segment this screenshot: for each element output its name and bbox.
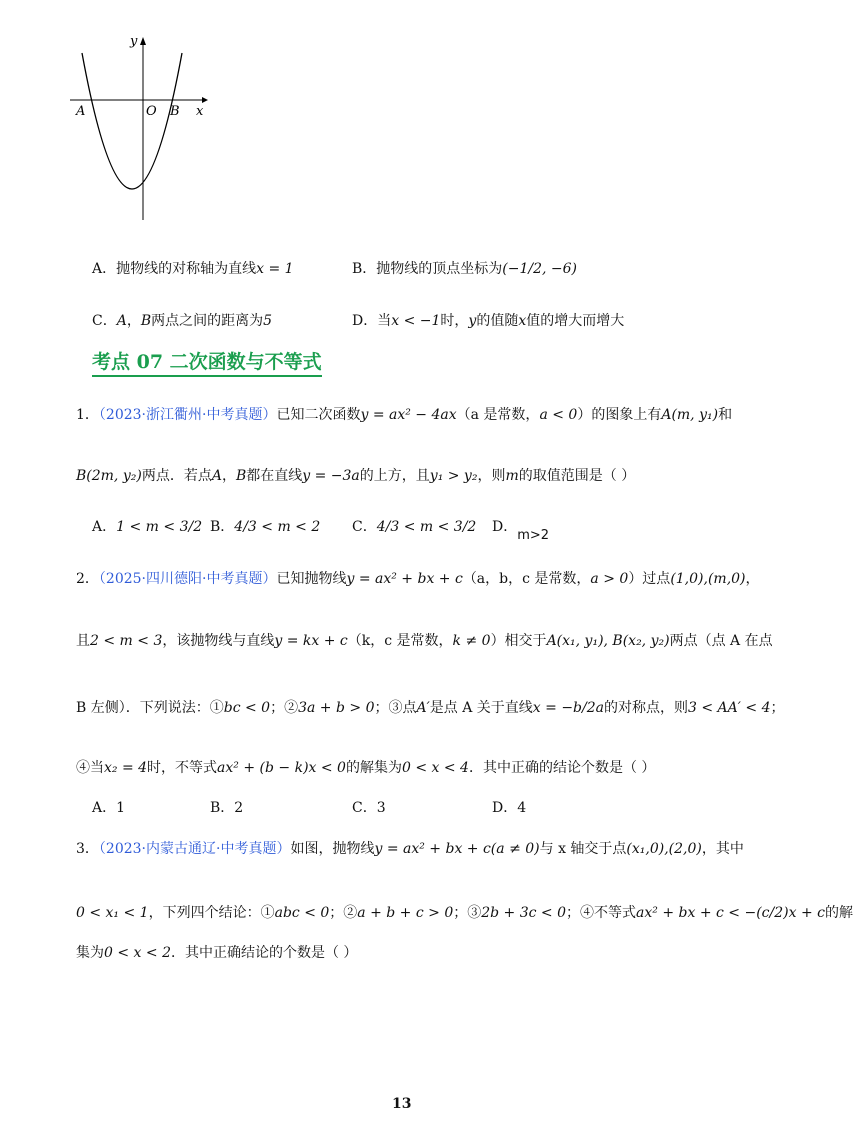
q2-math: bc < 0: [223, 700, 271, 716]
q2-math: (1,0),(m,0): [670, 571, 746, 587]
q3-text: ；③: [453, 905, 482, 921]
q2-line3: [76, 697, 784, 717]
prev-option-b: [352, 258, 577, 278]
q2-text: （a，b，c 是常数，: [462, 571, 591, 587]
q3-math: y = ax² + bx + c(a ≠ 0): [374, 841, 540, 857]
prev-option-d-label: D．当: [352, 313, 392, 329]
q1-math: m: [505, 468, 519, 484]
q2-line2: [76, 630, 773, 650]
q2-text: 的对称点，则: [604, 700, 688, 716]
parabola-graph: [70, 35, 210, 225]
prev-option-d-text3: 值的增大而增大: [526, 313, 625, 329]
q1-option-b: [210, 516, 320, 536]
y-axis-label: y: [130, 34, 138, 49]
prev-option-d-text1: 时，: [440, 313, 469, 329]
q3-math: abc < 0: [274, 905, 330, 921]
q2-number: 2．: [76, 571, 99, 587]
prev-option-d-x: x: [518, 313, 527, 329]
q2-line4: [76, 757, 655, 777]
q1-line2: [76, 465, 635, 485]
prev-option-c-label: C．: [92, 313, 117, 329]
q2-text: 已知抛物线: [276, 571, 347, 587]
x-axis-label: x: [196, 104, 204, 119]
q3-text: ；②: [329, 905, 358, 921]
prev-option-c-point-a: A: [116, 313, 127, 329]
q2-math: 0 < x < 4: [401, 760, 469, 776]
q1-math: B(2m, y₂): [76, 468, 142, 484]
prev-option-a-text: A．抛物线的对称轴为直线: [92, 261, 257, 277]
q2-math: A′: [416, 700, 430, 716]
q1-text: ）的图象上有: [577, 407, 662, 423]
point-b-label: B: [170, 104, 180, 119]
parabola-figure: [70, 35, 210, 225]
prev-option-d-y: y: [468, 313, 477, 329]
q3-text: 的解: [824, 905, 853, 921]
q2-text: 的解集为: [345, 760, 402, 776]
q1-option-c-math: 4/3 < m < 3/2: [376, 519, 477, 535]
q1-math: A: [211, 468, 222, 484]
page-number: 13: [392, 1096, 412, 1112]
q2-text: 且: [76, 633, 90, 649]
q1-option-c: [352, 516, 476, 536]
q3-math: 0 < x₁ < 1: [76, 905, 149, 921]
origin-label: O: [146, 104, 157, 119]
section-heading: 考点 07 二次函数与不等式: [92, 347, 322, 377]
q1-line1: [76, 404, 732, 424]
q1-math: y = −3a: [302, 468, 360, 484]
q1-text: 和: [718, 407, 733, 423]
q1-source: （2023·浙江衢州·中考真题）: [98, 407, 277, 423]
q1-text: 的上方，且: [359, 468, 430, 484]
prev-option-d-math: x < −1: [391, 313, 441, 329]
q2-text: 两点（点 A 在点: [669, 633, 773, 649]
q2-text: B 左侧）．下列说法：①: [76, 700, 224, 716]
q2-math: 3 < AA′ < 4: [688, 700, 771, 716]
q2-math: 2 < m < 3: [90, 633, 163, 649]
q2-math: y = kx + c: [274, 633, 348, 649]
q1-math: y = ax² − 4ax: [360, 407, 457, 423]
q3-math: 2b + 3c < 0: [481, 905, 567, 921]
q2-text: 时，不等式: [147, 760, 218, 776]
q1-option-a-label: A．: [92, 519, 117, 535]
prev-option-d: [352, 310, 624, 330]
q3-line1: [76, 838, 744, 858]
q3-math: (x₁,0),(2,0): [626, 841, 702, 857]
q2-line1: [76, 568, 760, 588]
q3-number: 3．: [76, 841, 99, 857]
q3-line2: [76, 902, 853, 922]
q2-text: （k，c 是常数，: [347, 633, 453, 649]
q3-math: ax² + bx + c < −(c/2)x + c: [636, 905, 825, 921]
q2-text: ）相交于: [490, 633, 547, 649]
q2-text: ．其中正确的结论个数是（ ）: [468, 760, 656, 776]
q3-source: （2023·内蒙古通辽·中考真题）: [98, 841, 291, 857]
q3-text: ．其中正确结论的个数是（ ）: [170, 945, 358, 961]
q2-option-c: C．3: [352, 800, 386, 816]
q1-math: a < 0: [539, 407, 578, 423]
q1-math: B: [235, 468, 247, 484]
point-a-label: A: [76, 104, 86, 119]
q3-text: ，下列四个结论：①: [148, 905, 275, 921]
q2-math: a > 0: [590, 571, 629, 587]
q2-math: x = −b/2a: [532, 700, 604, 716]
q2-text: ）过点: [628, 571, 671, 587]
prev-option-c-math: 5: [263, 313, 273, 329]
q1-text: （a 是常数，: [456, 407, 540, 423]
q1-option-d-label: D．: [492, 519, 518, 535]
q2-math: ax² + (b − k)x < 0: [217, 760, 346, 776]
q3-text: 集为: [76, 945, 104, 961]
q2-math: k ≠ 0: [452, 633, 491, 649]
q1-option-a-math: 1 < m < 3/2: [116, 519, 203, 535]
prev-option-b-text: B．抛物线的顶点坐标为: [352, 261, 503, 277]
q1-option-b-math: 4/3 < m < 2: [234, 519, 321, 535]
q2-text: ；②: [270, 700, 299, 716]
prev-option-c-point-b: B: [140, 313, 152, 329]
q2-text: ④当: [76, 760, 104, 776]
prev-option-a: [92, 258, 294, 278]
q1-option-b-label: B．: [210, 519, 235, 535]
prev-option-c-text: 两点之间的距离为: [151, 313, 264, 329]
q1-text: 都在直线: [246, 468, 303, 484]
q2-text: ，该抛物线与直线: [162, 633, 275, 649]
q1-text: ，则: [477, 468, 506, 484]
q2-text: ；: [770, 700, 785, 716]
q1-text: ，: [221, 468, 236, 484]
q2-text: 是点 A 关于直线: [429, 700, 533, 716]
q1-number: 1．: [76, 407, 99, 423]
prev-option-c: [92, 310, 272, 330]
q1-math: A(m, y₁): [661, 407, 719, 423]
q2-source: （2025·四川德阳·中考真题）: [98, 571, 277, 587]
q2-text: ，: [745, 571, 760, 587]
q3-line3: [76, 942, 357, 962]
q2-text: ；③点: [374, 700, 417, 716]
q2-math: y = ax² + bx + c: [346, 571, 463, 587]
q2-option-d: D．4: [492, 800, 527, 816]
prev-option-a-math: x = 1: [256, 261, 294, 277]
q3-text: 如图，抛物线: [290, 841, 375, 857]
q1-text: 已知二次函数: [276, 407, 361, 423]
q3-text: ；④不等式: [566, 905, 637, 921]
q1-option-d: [492, 516, 550, 543]
q2-option-a: A．1: [92, 800, 126, 816]
q2-math: 3a + b > 0: [298, 700, 375, 716]
q1-option-d-text: m>2: [517, 528, 550, 543]
q3-math: 0 < x < 2: [104, 945, 171, 961]
q1-option-c-label: C．: [352, 519, 377, 535]
q3-text: ，其中: [701, 841, 744, 857]
q2-math: x₂ = 4: [104, 760, 148, 776]
q1-option-a: [92, 516, 202, 536]
q1-text: 两点．若点: [141, 468, 212, 484]
q1-math: y₁ > y₂: [429, 468, 478, 484]
q3-math: a + b + c > 0: [357, 905, 454, 921]
prev-option-c-comma: ，: [126, 313, 141, 329]
q3-text: 与 x 轴交于点: [539, 841, 627, 857]
q2-math: A(x₁, y₁), B(x₂, y₂): [546, 633, 670, 649]
prev-option-b-math: (−1/2, −6): [502, 261, 578, 277]
q2-option-b: B．2: [210, 800, 244, 816]
q1-text: 的取值范围是（ ）: [518, 468, 636, 484]
prev-option-d-text2: 的值随: [476, 313, 519, 329]
